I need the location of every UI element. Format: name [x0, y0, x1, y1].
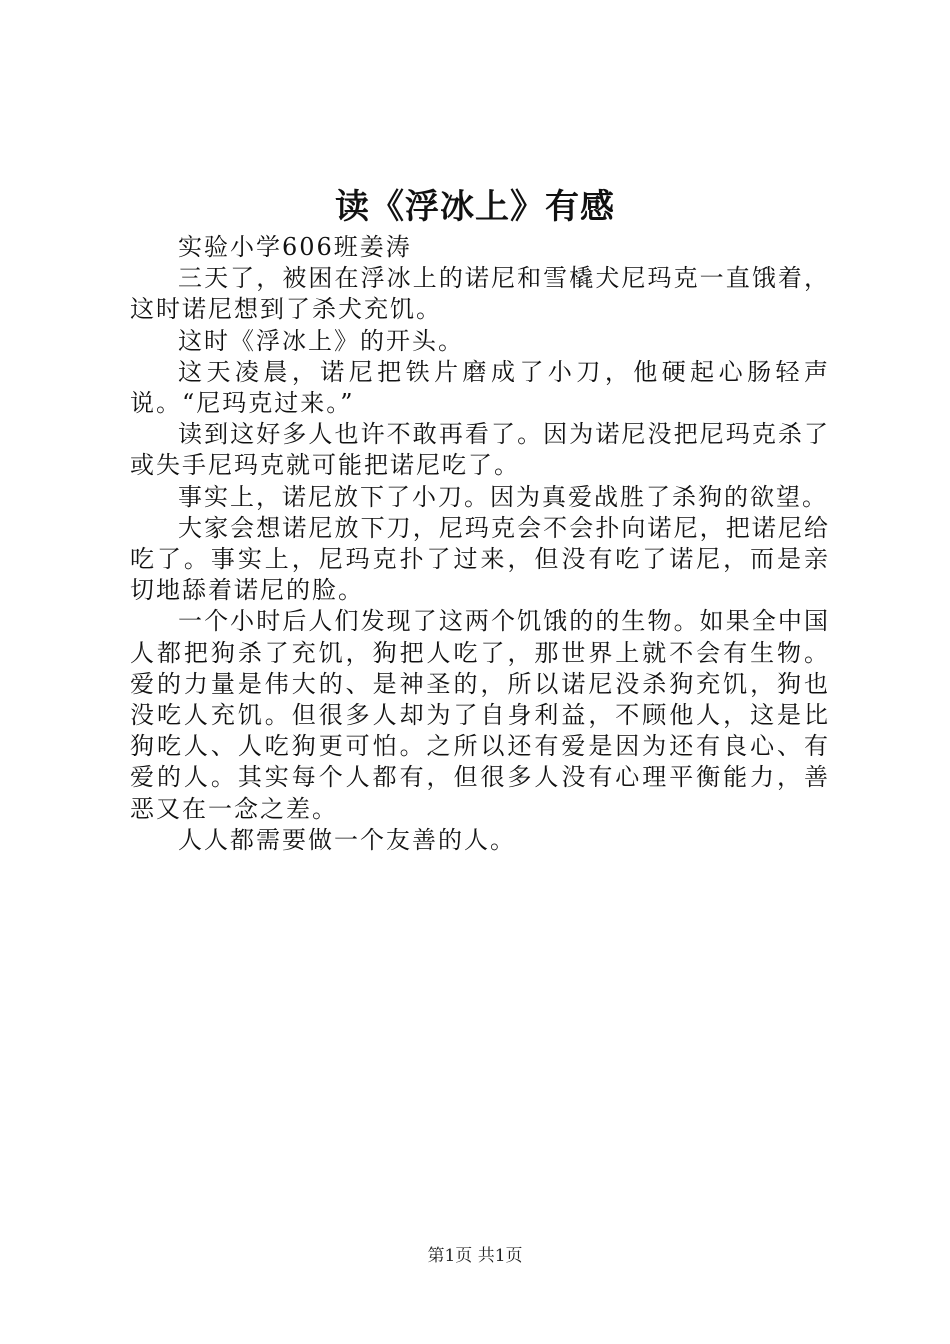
paragraph: 人人都需要做一个友善的人。 [178, 825, 516, 854]
paragraph: 这天凌晨，诺尼把铁片磨成了小刀，他硬起心肠轻声说。“尼玛克过来。” [130, 357, 830, 418]
document-body [130, 232, 830, 856]
paragraph: 大家会想诺尼放下刀，尼玛克会不会扑向诺尼，把诺尼给吃了。事实上，尼玛克扑了过来，但没有吃了诺尼，而是亲切地舔着诺尼的脸。 [130, 513, 830, 605]
document-title: 读《浮冰上》有感 [335, 187, 615, 227]
paragraph: 三天了，被困在浮冰上的诺尼和雪橇犬尼玛克一直饿着，这时诺尼想到了杀犬充饥。 [130, 264, 830, 324]
paragraph: 这时《浮冰上》的开头。 [178, 326, 464, 355]
paragraph: 一个小时后人们发现了这两个饥饿的的生物。如果全中国人都把狗杀了充饥，狗把人吃了，那世界上就不会有生物。爱的力量是伟大的、是神圣的，所以诺尼没杀狗充饥，狗也没吃人充饥。但很多人却为了自身利益，不顾他人，这是比狗吃人、人吃狗更可怕。之所以还有爱是因为还有良心、有爱的人。其实每个人都有，但很多人没有心理平衡能力，善恶又在一念之差。 [130, 607, 830, 823]
paragraph: 事实上，诺尼放下了小刀。因为真爱战胜了杀狗的欲望。 [178, 482, 828, 511]
page-footer: 第1页 共1页 [427, 1246, 523, 1266]
paragraph: 读到这好多人也许不敢再看了。因为诺尼没把尼玛克杀了或失手尼玛克就可能把诺尼吃了。 [130, 420, 830, 480]
paragraph-author: 实验小学606班姜涛 [178, 233, 412, 261]
